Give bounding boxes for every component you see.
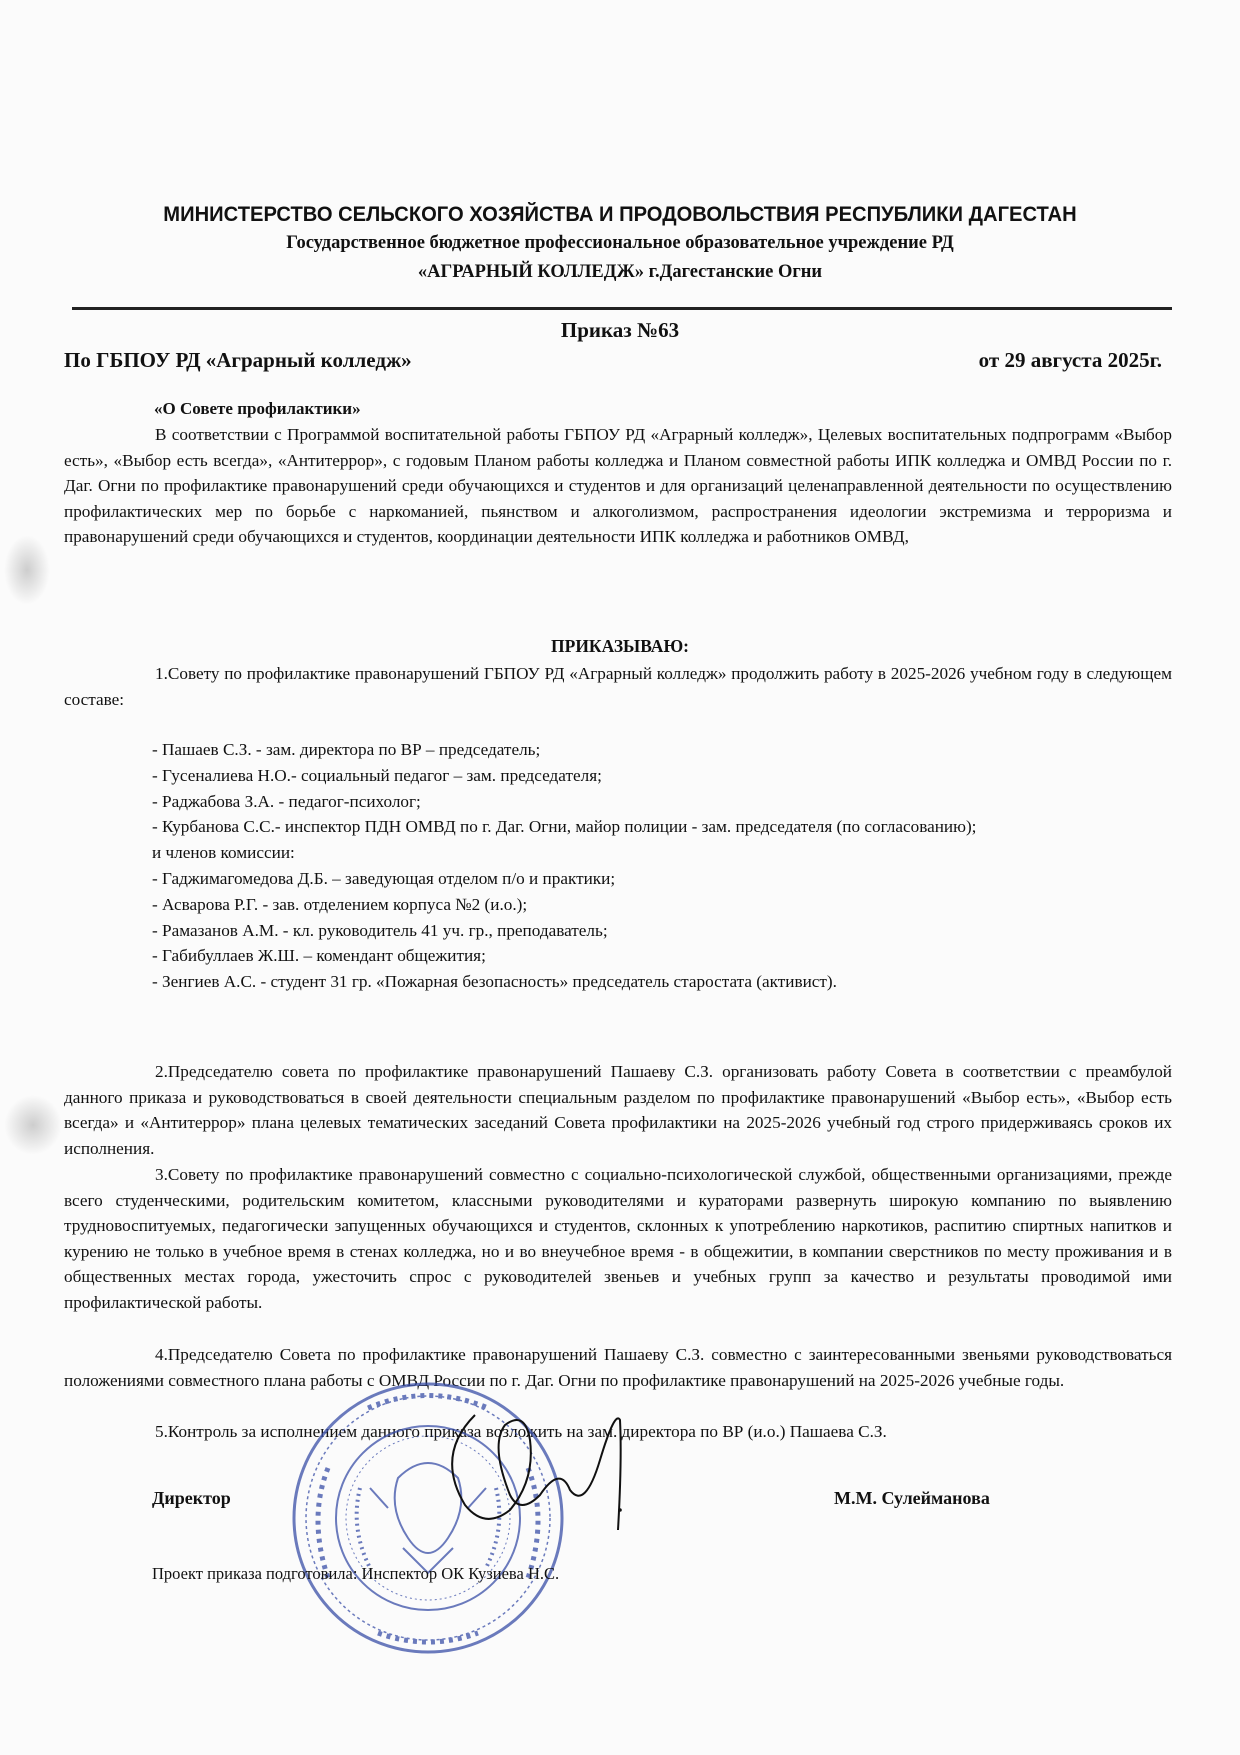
list-item: - Гусеналиева Н.О.- социальный педагог – зам. председателя; xyxy=(152,765,602,785)
college-title: «АГРАРНЫЙ КОЛЛЕДЖ» г.Дагестанские Огни xyxy=(417,262,823,282)
signatory-name: М.М. Сулейманова xyxy=(834,1488,990,1508)
list-item: - Курбанова С.С.- инспектор ПДН ОМВД по г. Даг. Огни, майор полиции - зам. председателя (по согласованию); xyxy=(152,817,977,837)
list-item: - Гаджимагомедова Д.Б. – заведующая отделом п/о и практики; xyxy=(152,868,616,888)
institution-title: Государственное бюджетное профессиональное образовательное учреждение РД xyxy=(286,233,954,253)
item-2: 2.Председателю совета по профилактике правонарушений Пашаеву С.З. организовать работу Совета в соответствии с преамбулой данного приказа и руководствоваться в своей деятельности специальным разделом по профилактике правонарушений «Выбор есть», «Выбор есть всегда» и «Антитеррор» плана целевых тематических заседаний Совета профилактики на 2025-2026 учебный год строго придерживаясь сроков их исполнения. xyxy=(64,1062,1172,1158)
preamble-paragraph: В соответствии с Программой воспитательной работы ГБПОУ РД «Аграрный колледж», Целевых воспитательных подпрограмм «Выбор есть», «Выбор есть всегда», «Антитеррор», с годовым Планом работы колледжа и Планом совместной работы ИПК колледжа и ОМВД России по г. Даг. Огни по профилактике правонарушений среди обучающихся и студентов и для организаций целенаправленной деятельности по осуществлению профилактических мер по борьбе с наркоманией, пьянством и алкоголизмом, распространения идеологии экстремизма и терроризма и правонарушений среди обучающихся и студентов, координации деятельности ИПК колледжа и работников ОМВД, xyxy=(64,425,1172,547)
list-item: - Раджабова З.А. - педагог-психолог; xyxy=(152,791,421,811)
decree-heading: ПРИКАЗЫВАЮ: xyxy=(551,636,689,656)
item-5: 5.Контроль за исполнением данного приказа возложить на зам. директора по ВР (и.о.) Пашаева С.З. xyxy=(155,1422,887,1441)
signatory-title: Директор xyxy=(152,1488,231,1508)
order-number: Приказ №63 xyxy=(560,318,680,342)
list-item: - Рамазанов А.М. - кл. руководитель 41 уч. гр., преподаватель; xyxy=(152,920,608,940)
item-1: 1.Совету по профилактике правонарушений ГБПОУ РД «Аграрный колледж» продолжить работу в 2025-2026 учебном году в следующем составе: xyxy=(64,664,1172,709)
order-subject: «О Совете профилактики» xyxy=(154,399,361,418)
order-date: от 29 августа 2025г. xyxy=(978,348,1162,372)
header-divider xyxy=(72,307,1172,310)
item-4: 4.Председателю Совета по профилактике правонарушений Пашаеву С.З. совместно с заинтересованными звеньями руководствоваться положениями совместного плана работы с ОМВД России по г. Даг. Огни по профилактике правонарушений на 2025-2026 учебные годы. xyxy=(64,1345,1172,1390)
scan-smudge xyxy=(4,535,50,605)
order-organization: По ГБПОУ РД «Аграрный колледж» xyxy=(64,348,412,372)
scan-smudge xyxy=(4,1095,62,1155)
list-item: - Пашаев С.З. - зам. директора по ВР – председатель; xyxy=(152,740,541,759)
list-item: - Габибуллаев Ж.Ш. – комендант общежития; xyxy=(152,946,486,966)
item-3: 3.Совету по профилактике правонарушений совместно с социально-психологической службой, общественными организациями, прежде всего студенческими, родительским комитетом, классными руководителями и кураторами развернуть широкую компанию по выявлению трудновоспитуемых, педагогически запущенных обучающихся и студентов, склонных к употреблению наркотиков, распитию спиртных напитков и курению не только в учебное время в стенах колледжа, но и во внеучебное время - в общежитии, в компании сверстников по месту проживания и в общественных местах города, ужесточить спрос с руководителей звеньев и учебных групп за качество и результаты проводимой ими профилактической работы. xyxy=(64,1165,1172,1312)
list-item: - Зенгиев А.С. - студент 31 гр. «Пожарная безопасность» председатель старостата (активист). xyxy=(152,972,837,992)
director-signature-icon xyxy=(420,1395,640,1545)
list-item: - Асварова Р.Г. - зав. отделением корпуса №2 (и.о.); xyxy=(152,894,528,914)
members-label: и членов комиссии: xyxy=(152,843,295,863)
council-leaders-list xyxy=(152,737,1172,995)
ministry-title: МИНИСТЕРСТВО СЕЛЬСКОГО ХОЗЯЙСТВА И ПРОДОВОЛЬСТВИЯ РЕСПУБЛИКИ ДАГЕСТАН xyxy=(163,203,1077,226)
prepared-by-note: Проект приказа подготовила: Инспектор ОК Кузиева Н.С. xyxy=(152,1564,560,1583)
